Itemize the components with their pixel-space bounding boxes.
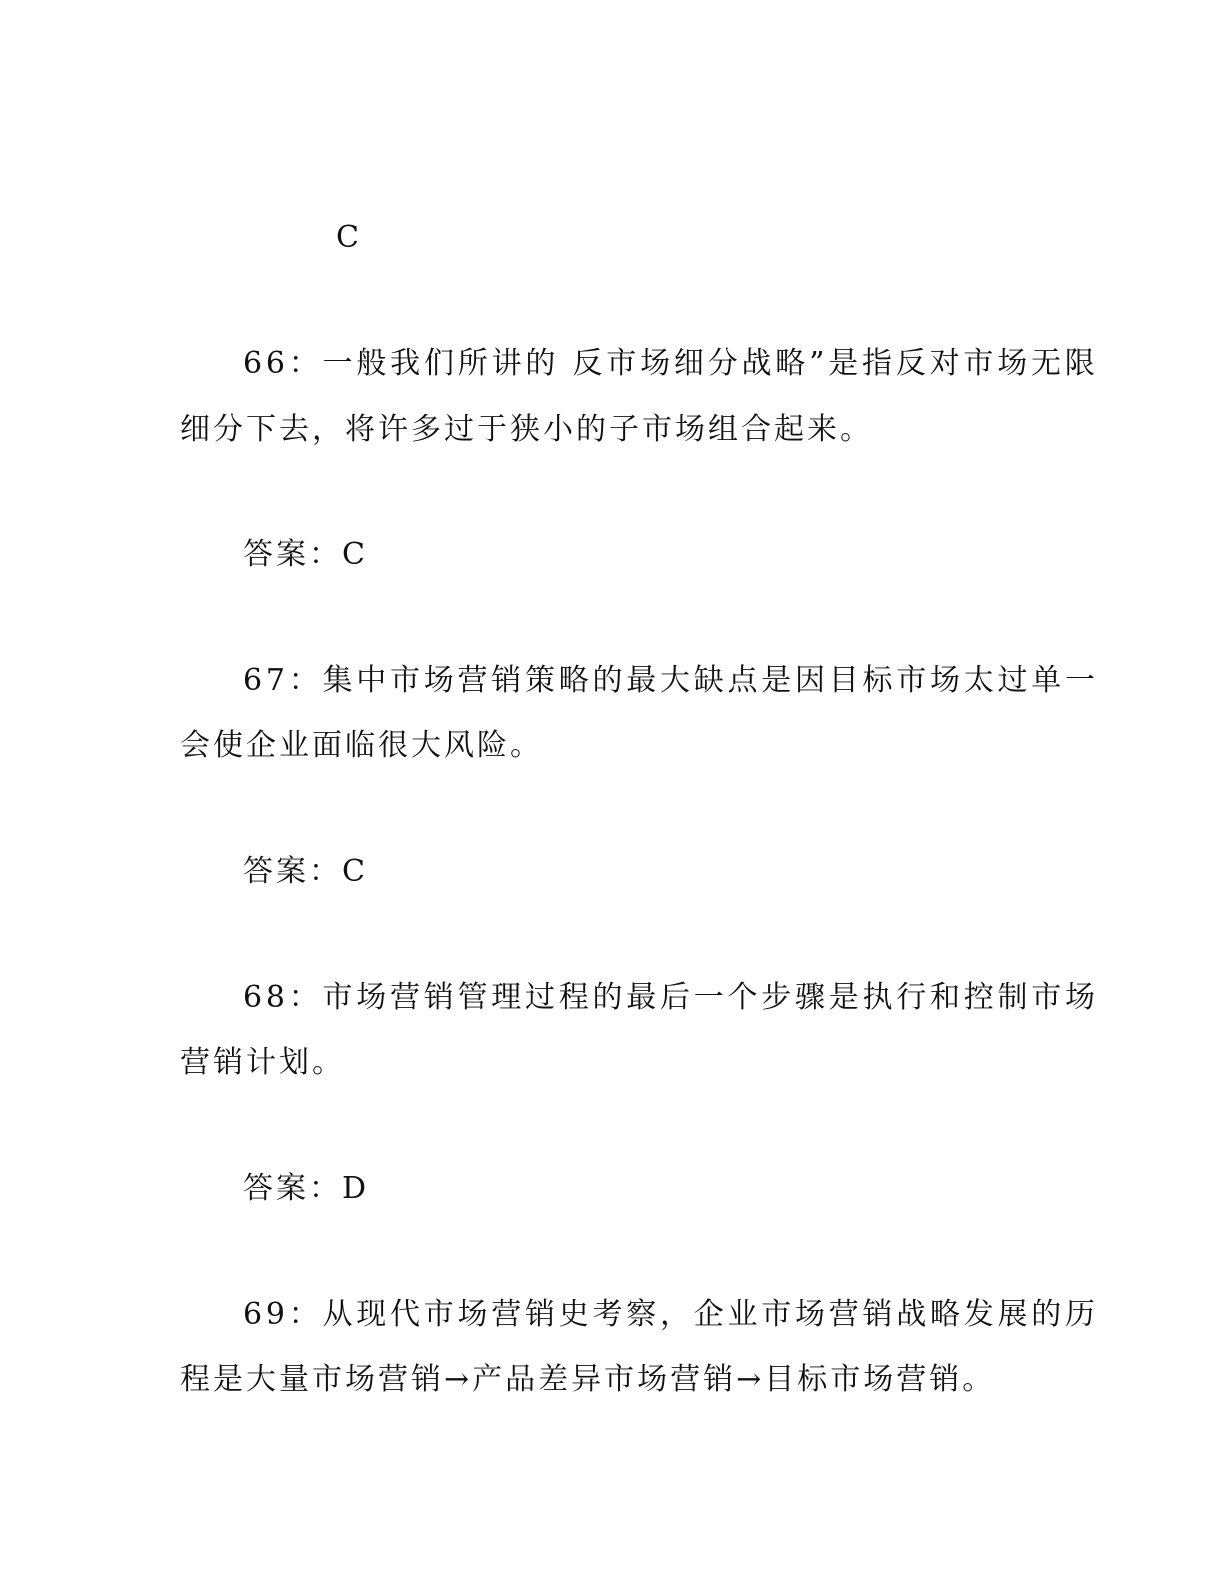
text-glyph: 中 [356,663,387,698]
text-glyph: 营 [491,1297,522,1332]
text-glyph: 市 [761,1297,792,1332]
text-glyph: 一 [322,346,353,381]
text-glyph: 营 [457,663,488,698]
text-glyph: 9 [265,1297,285,1332]
text-glyph: 6 [243,663,263,698]
text-glyph: 是 [828,346,859,381]
text-glyph: 市 [423,1297,454,1332]
text-glyph: 执 [862,980,893,1015]
text-glyph: 控 [963,980,994,1015]
text-glyph: 和 [929,980,960,1015]
text-glyph: 市 [896,663,927,698]
text-glyph: 场 [794,1297,825,1332]
answer-67: 答案：C [243,854,368,889]
text-glyph: 个 [727,980,758,1015]
text-glyph: 6 [243,980,263,1015]
text-glyph: 7 [265,663,285,698]
text-glyph: 理 [491,980,522,1015]
text-glyph: 单 [1031,663,1062,698]
text-glyph: 展 [997,1297,1028,1332]
text-glyph: 市 [606,346,637,381]
question-67-line-1 [243,661,1095,701]
text-glyph: 对 [929,346,960,381]
text-glyph: 的 [525,346,556,381]
text-glyph: 讲 [491,346,522,381]
text-glyph: 缺 [693,663,724,698]
text-glyph: 销 [524,1297,555,1332]
text-glyph: 现 [356,1297,387,1332]
text-glyph: 企 [693,1297,724,1332]
text-glyph: 一 [693,980,724,1015]
text-glyph: ： [288,346,319,381]
text-glyph: 反 [572,346,603,381]
text-glyph: 反 [895,346,926,381]
text-glyph: 场 [457,1297,488,1332]
text-glyph [559,344,569,384]
text-glyph: 的 [592,663,623,698]
text-glyph: 步 [761,980,792,1015]
question-66-line-1 [243,344,1095,384]
answer-68: 答案：D [243,1171,370,1206]
text-glyph: 战 [896,1297,927,1332]
text-glyph: 程 [558,980,589,1015]
text-glyph: 业 [727,1297,758,1332]
text-glyph: 制 [997,980,1028,1015]
text-glyph: 标 [862,663,893,698]
text-glyph: 点 [727,663,758,698]
text-glyph: 是 [761,663,792,698]
text-glyph: 略 [929,1297,960,1332]
question-68-line-1 [243,978,1095,1018]
text-glyph: 发 [963,1297,994,1332]
text-glyph: 大 [659,663,690,698]
text-glyph: 史 [558,1297,589,1332]
text-glyph: 市 [322,980,353,1015]
text-glyph: 销 [862,1297,893,1332]
text-glyph: 的 [592,980,623,1015]
text-glyph: 市 [1031,980,1062,1015]
text-glyph: 管 [457,980,488,1015]
text-glyph: 过 [524,980,555,1015]
text-glyph: 略 [558,663,589,698]
text-glyph: 分 [707,346,738,381]
question-66-line-2: 细分下去，将许多过于狭小的子市场组合起来。 [180,412,873,447]
text-glyph: 目 [828,663,859,698]
text-glyph: 历 [1064,1297,1095,1332]
text-glyph: ： [288,980,319,1015]
text-glyph: 场 [356,980,387,1015]
text-glyph: 场 [929,663,960,698]
text-glyph: 最 [626,980,657,1015]
text-glyph: 从 [322,1297,353,1332]
text-glyph: 细 [673,346,704,381]
text-glyph: 行 [896,980,927,1015]
text-glyph: 过 [997,663,1028,698]
text-glyph: 战 [741,346,772,381]
text-glyph: 集 [322,663,353,698]
text-glyph: 骤 [794,980,825,1015]
text-glyph: 市 [963,346,994,381]
text-glyph: 无 [1031,346,1061,381]
text-glyph: 因 [794,663,825,698]
answer-66: 答案：C [243,537,368,572]
text-glyph: ： [288,663,319,698]
text-glyph: 后 [659,980,690,1015]
text-glyph: 考 [592,1297,623,1332]
text-glyph: 所 [457,346,488,381]
question-68-line-2: 营销计划。 [180,1045,345,1080]
text-glyph: 限 [1064,346,1095,381]
text-glyph: 场 [423,663,454,698]
text-glyph: 场 [997,346,1028,381]
text-glyph: 6 [265,346,285,381]
text-glyph: ” [809,346,825,381]
text-glyph: 略 [775,346,806,381]
text-glyph: 我 [390,346,421,381]
question-67-line-2: 会使企业面临很大风险。 [180,728,543,763]
text-glyph: 8 [265,980,285,1015]
text-glyph: 指 [862,346,893,381]
text-glyph: 是 [828,980,859,1015]
text-glyph: 代 [389,1297,420,1332]
text-glyph: 营 [828,1297,859,1332]
text-glyph: 般 [356,346,387,381]
text-glyph: 销 [423,980,454,1015]
text-glyph: 销 [491,663,522,698]
text-glyph: 的 [1031,1297,1062,1332]
text-glyph: 察 [626,1297,657,1332]
text-glyph: 太 [963,663,994,698]
text-glyph: 营 [389,980,420,1015]
text-glyph: ， [659,1297,690,1332]
text-glyph: 最 [626,663,657,698]
text-glyph: 市 [389,663,420,698]
text-glyph: 们 [423,346,454,381]
text-glyph: 场 [640,346,671,381]
question-69-line-2: 程是大量市场营销→产品差异市场营销→目标市场营销。 [180,1362,996,1397]
text-glyph: ： [288,1297,319,1332]
text-glyph: 策 [524,663,555,698]
text-glyph: 6 [243,346,263,381]
answer-fragment: C [336,220,362,255]
text-glyph: 6 [243,1297,263,1332]
text-glyph: 一 [1064,663,1095,698]
question-69-line-1 [243,1295,1095,1335]
text-glyph: 场 [1064,980,1095,1015]
